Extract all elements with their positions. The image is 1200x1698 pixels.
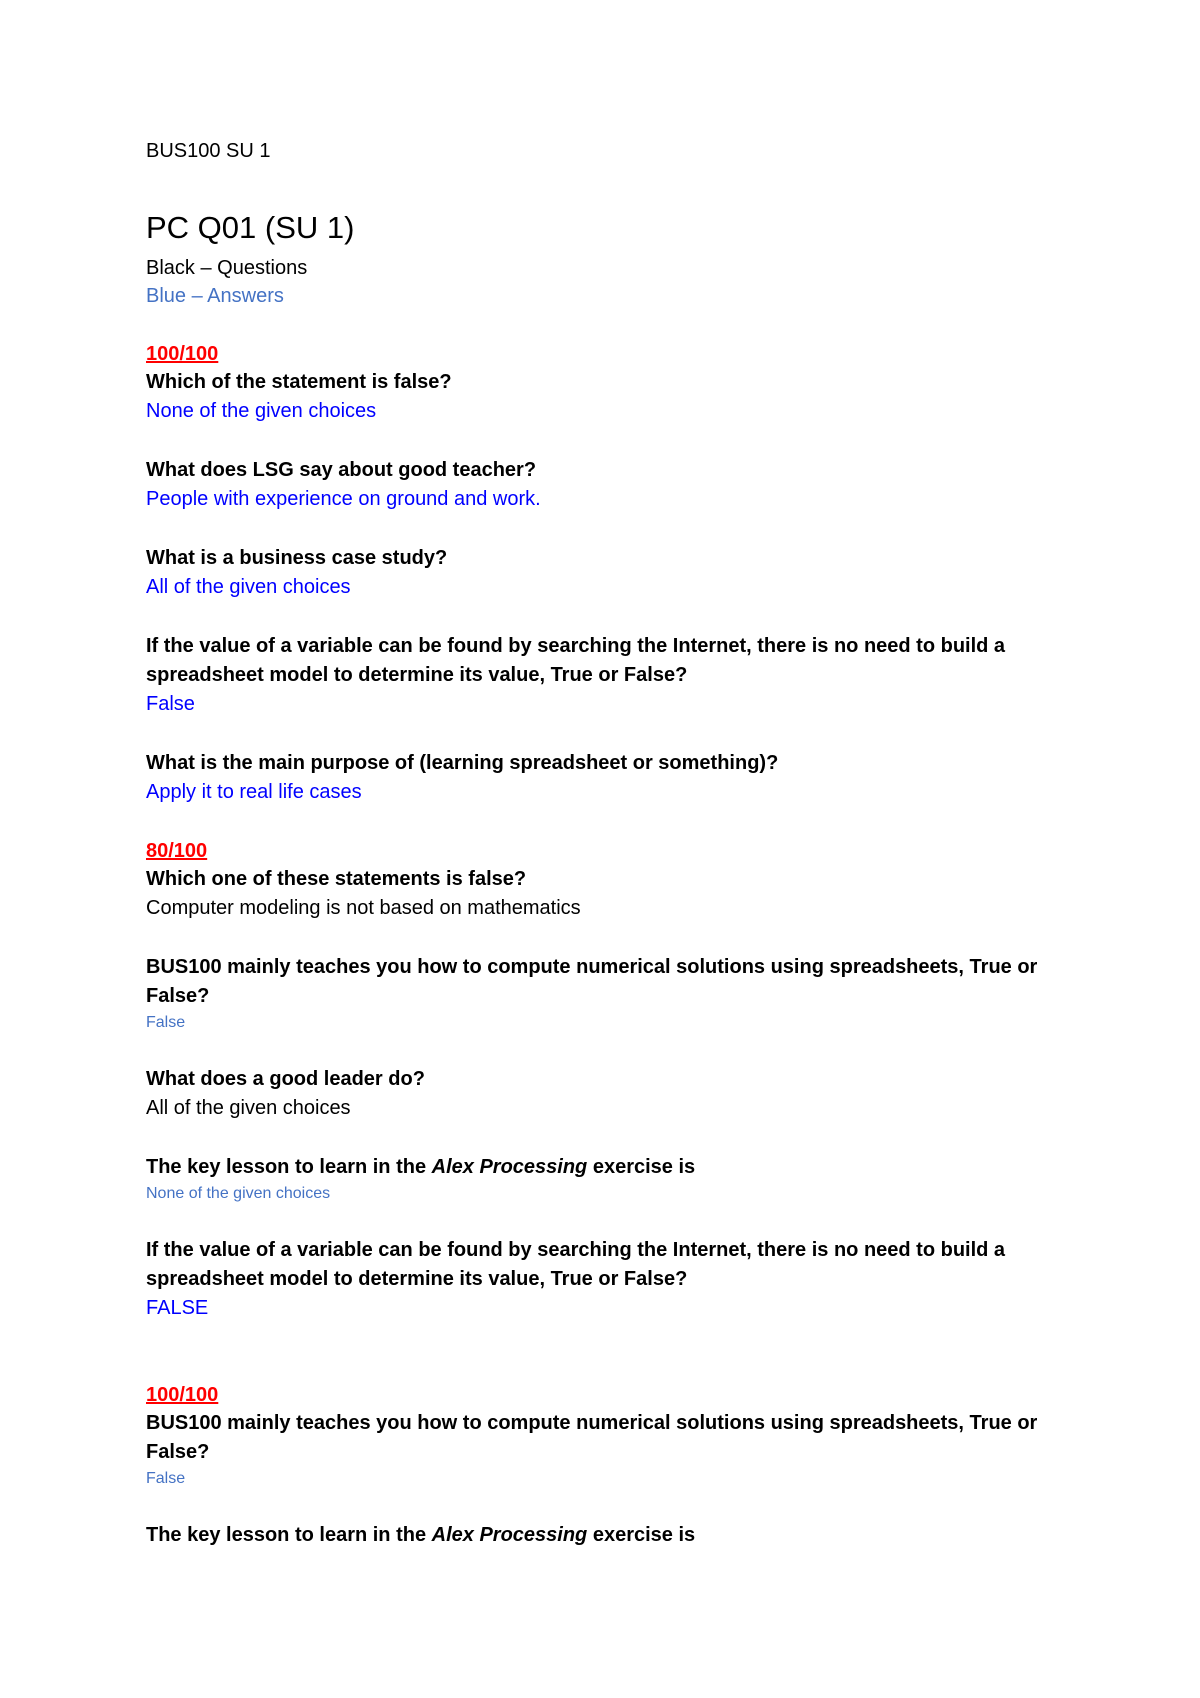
answer: False [146,1014,186,1031]
qa-item [146,544,1086,602]
answer: People with experience on ground and work. [146,488,541,510]
question: If the value of a variable can be found by searching the Internet, there is no need to build a spreadsheet model to determine its value, True or False? [146,1239,1006,1290]
answer: Apply it to real life cases [146,781,362,803]
question [146,1521,1086,1550]
qa-item [146,1153,1086,1206]
legend-black: Black – Questions [146,257,308,279]
question-prefix: The key lesson to learn in the [146,1156,432,1178]
qa-item [146,749,1086,807]
quiz-section-3 [146,1381,1086,1550]
score-label: 100/100 [146,1384,219,1406]
answer: None of the given choices [146,400,377,422]
question-suffix: exercise is [587,1524,696,1546]
qa-item [146,1521,1086,1550]
score-label: 100/100 [146,343,219,365]
qa-item [146,1409,1086,1491]
question-suffix: exercise is [587,1156,696,1178]
question-italic: Alex Processing [431,1524,588,1546]
qa-item [146,1065,1086,1123]
question-prefix: The key lesson to learn in the [146,1524,432,1546]
question: If the value of a variable can be found by searching the Internet, there is no need to build a spreadsheet model to determine its value, True or False? [146,635,1006,686]
question: What does LSG say about good teacher? [146,459,537,481]
question-italic: Alex Processing [431,1156,588,1178]
qa-item [146,953,1086,1035]
answer: FALSE [146,1297,209,1319]
qa-item [146,632,1086,719]
answer: None of the given choices [146,1185,331,1202]
document-title: PC Q01 (SU 1) [146,210,355,245]
score-label: 80/100 [146,840,208,862]
qa-item [146,865,1086,923]
qa-item [146,1236,1086,1323]
document-header: BUS100 SU 1 [146,140,271,162]
legend-blue: Blue – Answers [146,285,284,307]
document-page [146,138,1086,1550]
answer: False [146,693,195,715]
answer: All of the given choices [146,1097,351,1119]
quiz-section-1 [146,340,1086,807]
question: Which one of these statements is false? [146,868,527,890]
question: What does a good leader do? [146,1068,425,1090]
answer: False [146,1470,186,1487]
quiz-section-2 [146,837,1086,1323]
question: Which of the statement is false? [146,371,452,393]
question: BUS100 mainly teaches you how to compute numerical solutions using spreadsheets, True or False? [146,956,1038,1007]
question: What is the main purpose of (learning spreadsheet or something)? [146,752,779,774]
question: BUS100 mainly teaches you how to compute numerical solutions using spreadsheets, True or False? [146,1412,1038,1463]
qa-item [146,368,1086,426]
answer: All of the given choices [146,576,351,598]
question: What is a business case study? [146,547,448,569]
question [146,1153,1086,1182]
answer: Computer modeling is not based on mathematics [146,897,581,919]
qa-item [146,456,1086,514]
